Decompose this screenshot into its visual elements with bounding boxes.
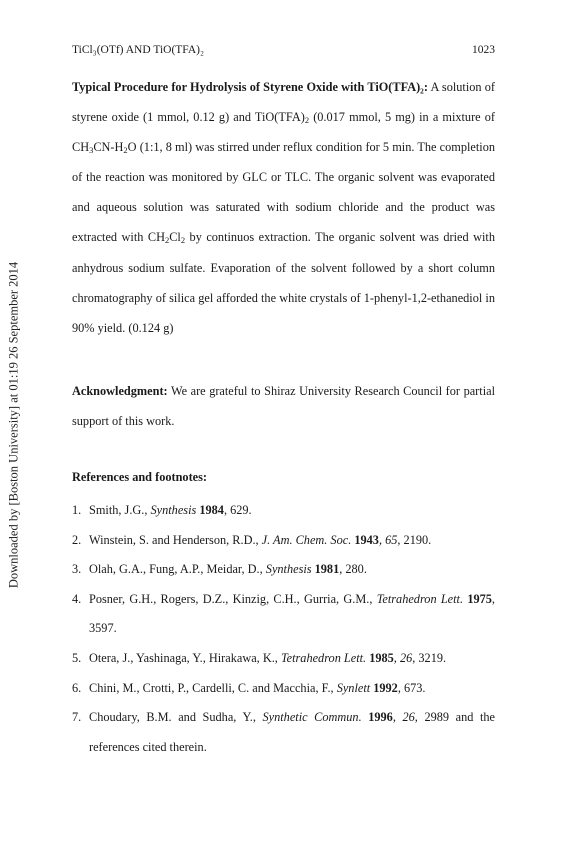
reference-number: 1. [72, 503, 82, 518]
reference-item [72, 703, 495, 762]
reference-authors: Choudary, B.M. and Sudha, Y., [89, 710, 263, 725]
procedure-sub-1: 2 [304, 115, 310, 126]
reference-body [89, 644, 495, 674]
procedure-text-3: CN-H [93, 140, 124, 155]
reference-year: 1996 [361, 710, 393, 725]
procedure-text-5: Cl [169, 230, 181, 245]
procedure-text-2: (0.017 mmol, 5 mg) in a mixture of CH [72, 110, 495, 155]
page-body [72, 72, 495, 762]
reference-journal: Tetrahedron Lett. [376, 591, 464, 606]
reference-journal: Synthetic Commun. [262, 710, 362, 725]
reference-authors: Posner, G.H., Rogers, D.Z., Kinzig, C.H., Gurria, G.M., [89, 591, 377, 606]
reference-number: 5. [72, 651, 82, 665]
reference-item [72, 674, 495, 704]
reference-journal: Synlett [336, 680, 371, 695]
reference-year: 1984 [196, 503, 224, 518]
reference-year: 1975 [463, 591, 492, 606]
reference-item [72, 585, 495, 644]
reference-body [89, 703, 495, 762]
reference-authors: Olah, G.A., Fung, A.P., Meidar, D., [89, 562, 266, 577]
reference-volume: , 26 [392, 710, 415, 725]
reference-item [72, 526, 495, 556]
reference-pages: , 280. [339, 562, 367, 577]
reference-list [72, 496, 495, 762]
page-number: 1023 [472, 44, 495, 56]
reference-journal: J. Am. Chem. Soc. [261, 532, 352, 547]
reference-number: 2. [72, 532, 82, 547]
procedure-sub-3: 2 [123, 145, 128, 156]
procedure-text-1: A solution of styrene oxide (1 mmol, 0.12 g) and TiO(TFA) [72, 80, 495, 125]
reference-year: 1985 [366, 651, 394, 665]
reference-journal: Synthesis [265, 562, 312, 577]
reference-number: 6. [72, 680, 82, 695]
reference-year: 1992 [370, 680, 398, 695]
references-heading: References and footnotes: [72, 470, 208, 485]
reference-body [89, 555, 495, 585]
download-watermark-text: Downloaded by [Boston University] at 01:19 26 September 2014 [6, 261, 21, 589]
procedure-sub-4: 2 [164, 235, 170, 246]
reference-authors: Smith, J.G., [89, 503, 151, 518]
procedure-title: Typical Procedure for Hydrolysis of Styrene Oxide with TiO(TFA)₂: [72, 80, 428, 94]
reference-item [72, 644, 495, 674]
reference-year: 1981 [311, 562, 340, 577]
reference-authors: Winstein, S. and Henderson, R.D., [89, 532, 262, 547]
running-title: TiCl₃(OTf) AND TiO(TFA)₂ [72, 44, 204, 56]
acknowledgment-label: Acknowledgment: [72, 383, 168, 398]
procedure-sub-2: 3 [89, 145, 94, 156]
reference-pages: , 3219. [412, 651, 447, 665]
reference-year: 1943 [351, 532, 379, 547]
procedure-text-4: O (1:1, 8 ml) was stirred under reflux condition for 5 min. The completion of the reaction was monitored by GLC or TLC. The organic solvent was evaporated and aqueous solution was saturated with sodium chloride and the product was extracted with CH [72, 140, 495, 245]
reference-volume: , 26 [393, 651, 413, 665]
reference-item [72, 555, 495, 585]
reference-pages: , 629. [223, 503, 252, 518]
reference-volume: , 65 [378, 532, 398, 547]
reference-number: 3. [72, 562, 82, 577]
reference-journal: Synthesis [150, 503, 197, 518]
reference-body [89, 496, 495, 526]
reference-pages: , 3597. [89, 591, 495, 636]
reference-number: 7. [72, 710, 82, 725]
procedure-text-6: by continuos extraction. The organic solvent was dried with anhydrous sodium sulfate. Evaporation of the solvent followed by a short column chromatography of silica gel afforded the white crystals of 1-phenyl-1,2-ethanediol in 90% yield. (0.124 g) [72, 230, 495, 335]
download-watermark [3, 240, 25, 610]
acknowledgment-paragraph [72, 376, 495, 436]
reference-pages: , 673. [397, 680, 426, 695]
reference-body [89, 526, 495, 556]
reference-authors: Otera, J., Yashinaga, Y., Hirakawa, K., [89, 651, 281, 665]
reference-authors: Chini, M., Crotti, P., Cardelli, C. and Macchia, F., [89, 680, 337, 695]
reference-body [89, 674, 495, 704]
reference-item [72, 496, 495, 526]
reference-number: 4. [72, 591, 82, 606]
reference-body [89, 585, 495, 644]
reference-journal: Tetrahedron Lett. [280, 651, 367, 665]
running-header [72, 44, 495, 56]
reference-pages: , 2190. [397, 532, 432, 547]
acknowledgment-text: We are grateful to Shiraz University Research Council for partial support of this work. [72, 383, 495, 428]
procedure-paragraph [72, 72, 495, 343]
reference-pages: , 2989 and the references cited therein. [89, 710, 495, 754]
procedure-sub-5: 2 [180, 235, 186, 246]
